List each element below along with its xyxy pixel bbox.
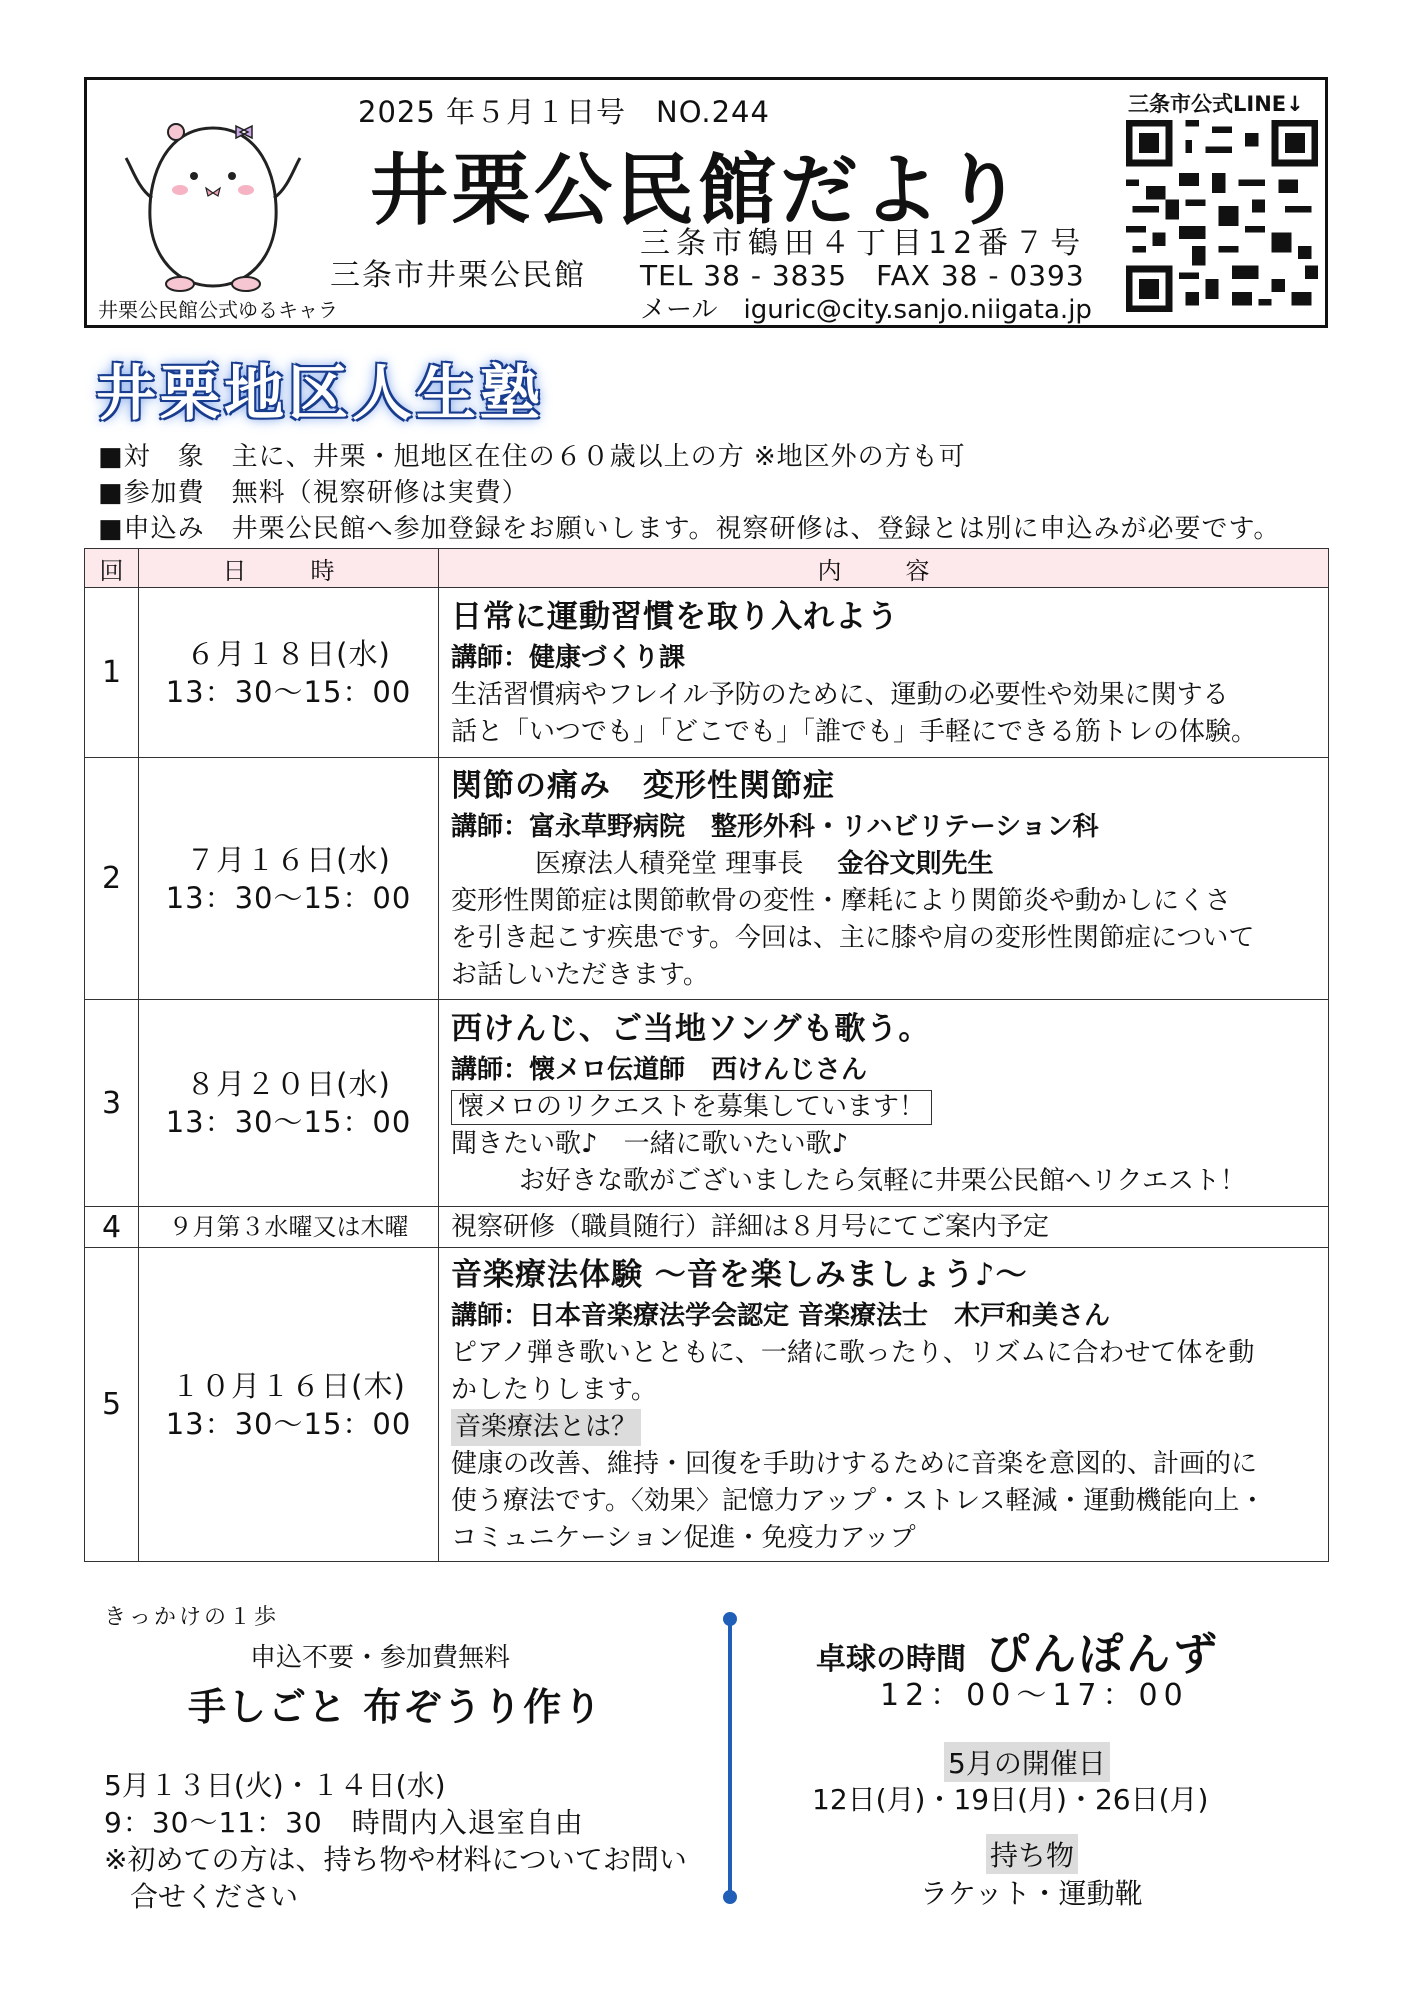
schedule-label-wrap: [944, 1742, 1110, 1782]
row-datetime: [139, 1000, 439, 1207]
description-line: ピアノ弾き歌いとともに、一緒に歌ったり、リズムに合わせて体を動: [451, 1338, 1255, 1368]
application-info: ■申込み 井栗公民館へ参加登録をお願いします。視察研修は、登録とは別に申込みが必要です。: [98, 514, 1281, 544]
row-date: ８月２０日(水): [186, 1067, 391, 1101]
mascot-character-icon: [118, 118, 308, 296]
organization-name: 三条市井栗公民館: [330, 258, 586, 293]
description-line: 健康の改善、維持・回復を手助けするために音楽を意図的、計画的に: [451, 1449, 1258, 1479]
description-line: 生活習慣病やフレイル予防のために、運動の必要性や効果に関する: [451, 680, 1229, 710]
table-row: [85, 1000, 1329, 1207]
zouri-dates: 5月１３日(火)・１４日(水): [104, 1769, 446, 1802]
header-content: 内 容: [439, 549, 1329, 588]
target-audience: ■対 象 主に、井栗・旭地区在住の６０歳以上の方 ※地区外の方も可: [98, 442, 966, 472]
row-content: [439, 1248, 1329, 1562]
zouri-kicker: きっかけの１歩: [104, 1605, 280, 1630]
pingpong-schedule: 12日(月)・19日(月)・26日(月): [812, 1783, 1209, 1816]
row-datetime: [139, 1248, 439, 1562]
description-line: 視察研修（職員随行）詳細は８月号にてご案内予定: [439, 1207, 1329, 1248]
description-line: コミュニケーション促進・免疫力アップ: [451, 1523, 916, 1553]
lecturer-name: 金谷文則先生: [837, 849, 994, 879]
row-number: 2: [85, 758, 139, 1000]
schedule-table: [84, 548, 1329, 1562]
lecturer: 講師：日本音楽療法学会認定 音楽療法士 木戸和美さん: [451, 1301, 1111, 1331]
description-line: お好きな歌がございましたら気軽に井栗公民館へリクエスト！: [519, 1166, 1246, 1196]
description-line: かしたりします。: [451, 1375, 657, 1405]
table-header-row: [85, 549, 1329, 588]
row-date: ９月第３水曜又は木曜: [139, 1207, 439, 1248]
row-number: 5: [85, 1248, 139, 1562]
session-title: 音楽療法体験 ～音を楽しみましょう♪～: [451, 1257, 1028, 1293]
zouri-title: 手しごと 布ぞうり作り: [188, 1685, 604, 1729]
row-datetime: [139, 588, 439, 758]
row-time: 13：30～15：00: [165, 674, 412, 709]
email-address[interactable]: メール iguric@city.sanjo.niigata.jp: [640, 295, 1092, 325]
row-time: 13：30～15：00: [165, 1105, 412, 1139]
divider-dot-top: [723, 1612, 737, 1626]
header-round: 回: [85, 549, 139, 588]
row-number: 3: [85, 1000, 139, 1207]
lecturer: 講師：富永草野病院 整形外科・リハビリテーション科: [451, 812, 1099, 842]
jinsei-juku-title: 井栗地区人生塾: [96, 359, 544, 429]
lecturer-affiliation: [451, 846, 1318, 883]
pingpong-time: 12：00～17：00: [880, 1678, 1189, 1713]
table-row: [85, 1248, 1329, 1562]
description-line: 話と「いつでも」「どこでも」「誰でも」手軽にできる筋トレの体験。: [451, 717, 1258, 747]
zouri-subtitle: 申込不要・参加費無料: [250, 1643, 511, 1673]
table-row: [85, 1207, 1329, 1248]
description-line: を引き起こす疾患です。今回は、主に膝や肩の変形性関節症について: [451, 923, 1255, 953]
mascot-caption: 井栗公民館公式ゆるキャラ: [98, 298, 338, 322]
table-row: [85, 758, 1329, 1000]
lecturer: 講師：健康づくり課: [451, 643, 686, 673]
row-number: 4: [85, 1207, 139, 1248]
request-callout: 懐メロのリクエストを募集しています！: [451, 1090, 932, 1125]
session-title: 西けんじ、ご当地ソングも歌う。: [451, 1011, 931, 1047]
description-line: 変形性関節症は関節軟骨の変性・摩耗により関節炎や動かしにくさ: [451, 886, 1232, 916]
row-number: 1: [85, 588, 139, 758]
lecturer: 講師：懐メロ伝道師 西けんじさん: [451, 1055, 868, 1085]
divider-dot-bottom: [723, 1890, 737, 1904]
table-row: [85, 588, 1329, 758]
qr-code-icon[interactable]: [1126, 120, 1318, 312]
tel-fax: TEL 38 - 3835 FAX 38 - 0393: [640, 259, 1085, 292]
column-divider: [728, 1618, 732, 1900]
row-datetime: [139, 758, 439, 1000]
zouri-time: 9：30～11：30 時間内入退室自由: [104, 1806, 584, 1839]
row-date: ６月１８日(水): [186, 636, 391, 671]
items-label: 持ち物: [986, 1834, 1078, 1874]
zouri-note: ※初めての方は、持ち物や材料についてお問い: [104, 1843, 687, 1876]
row-date: ７月１６日(水): [186, 842, 391, 877]
row-time: 13：30～15：00: [165, 1406, 412, 1441]
newsletter-title: 井栗公民館だより: [370, 145, 1027, 236]
participation-fee: ■参加費 無料（視察研修は実費）: [98, 478, 529, 508]
items-label-wrap: [986, 1834, 1078, 1874]
session-title: 日常に運動習慣を取り入れよう: [451, 599, 899, 635]
pingpong-title-big: ぴんぽんず: [985, 1629, 1221, 1680]
row-content: [439, 1000, 1329, 1207]
description-line: お話しいただきます。: [451, 960, 709, 990]
issue-number: 2025 年５月１日号 NO.244: [358, 95, 770, 129]
zouri-note-cont: 合せください: [130, 1880, 299, 1913]
address: 三条市鶴田４丁目12番７号: [640, 226, 1087, 261]
row-content: [439, 758, 1329, 1000]
lecturer-org: 医療法人積発堂 理事長: [535, 849, 804, 879]
row-content: [439, 588, 1329, 758]
session-title: 関節の痛み 変形性関節症: [451, 768, 835, 804]
row-date: １０月１６日(木): [171, 1368, 406, 1403]
row-time: 13：30～15：00: [165, 880, 412, 915]
qr-label: 三条市公式LINE↓: [1128, 92, 1304, 116]
schedule-label: 5月の開催日: [944, 1742, 1110, 1782]
pingpong-items: ラケット・運動靴: [920, 1877, 1143, 1910]
music-therapy-subhead: 音楽療法とは？: [451, 1409, 641, 1446]
description-line: 聞きたい歌♪ 一緒に歌いたい歌♪: [451, 1129, 849, 1159]
pingpong-title-small: 卓球の時間: [816, 1642, 966, 1677]
description-line: 使う療法です。〈効果〉記憶力アップ・ストレス軽減・運動機能向上・: [451, 1486, 1266, 1516]
header-datetime: 日 時: [139, 549, 439, 588]
